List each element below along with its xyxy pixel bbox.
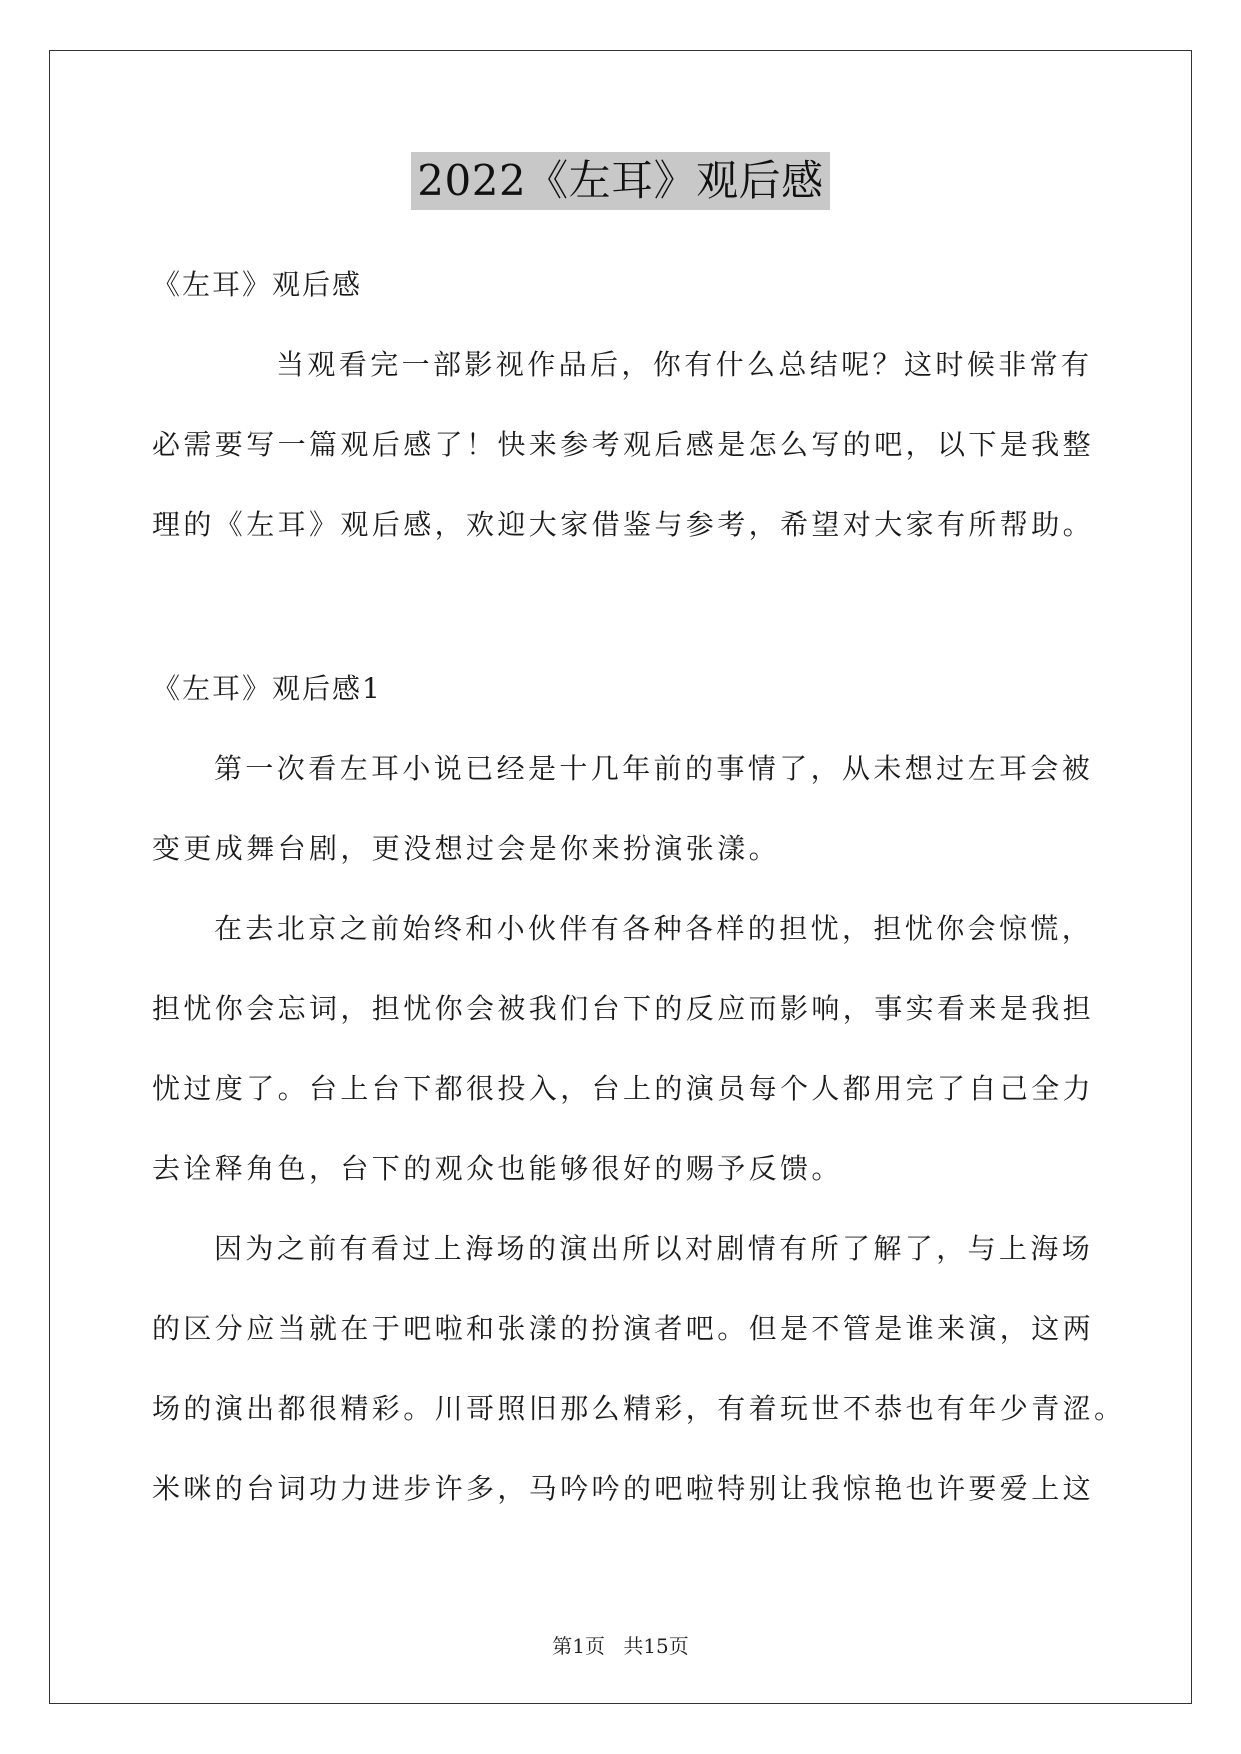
paragraph-gap: [152, 565, 1092, 649]
title-container: [0, 152, 1241, 210]
document-title: 2022《左耳》观后感: [411, 152, 829, 210]
paragraph-line: 场的演出都很精彩。川哥照旧那么精彩，有着玩世不恭也有年少青涩。: [152, 1392, 1126, 1425]
paragraph-line: 的区分应当就在于吧啦和张漾的扮演者吧。但是不管是谁来演，这两: [152, 1312, 1095, 1345]
paragraph-1: [152, 729, 1092, 889]
intro-line: 理的《左耳》观后感，欢迎大家借鉴与参考，希望对大家有所帮助。: [152, 508, 1095, 541]
paragraph-3: [152, 1209, 1126, 1529]
paragraph-line: 去诠释角色，台下的观众也能够很好的赐予反馈。: [152, 1152, 843, 1185]
intro-paragraph: [152, 325, 1095, 565]
page-total: 共15页: [623, 1634, 689, 1658]
paragraph-2: [152, 889, 1095, 1209]
paragraph-line: 变更成舞台剧，更没想过会是你来扮演张漾。: [152, 832, 781, 865]
subtitle: 《左耳》观后感: [152, 268, 363, 301]
page-number: 第1页: [552, 1634, 605, 1658]
paragraph-line: 在去北京之前始终和小伙伴有各种各样的担忧，担忧你会惊慌，: [214, 912, 1094, 945]
paragraph-line: 因为之前有看过上海场的演出所以对剧情有所了解了，与上海场: [214, 1232, 1094, 1265]
section-heading: 《左耳》观后感1: [152, 672, 382, 705]
paragraph-line: 忧过度了。台上台下都很投入，台上的演员每个人都用完了自己全力: [152, 1072, 1095, 1105]
intro-line: 必需要写一篇观后感了！快来参考观后感是怎么写的吧，以下是我整: [152, 428, 1095, 461]
paragraph-line: 第一次看左耳小说已经是十几年前的事情了，从未想过左耳会被: [214, 752, 1094, 785]
paragraph-line: 担忧你会忘词，担忧你会被我们台下的反应而影响，事实看来是我担: [152, 992, 1095, 1025]
paragraph-line: 米咪的台词功力进步许多，马吟吟的吧啦特别让我惊艳也许要爱上这: [152, 1472, 1095, 1505]
document-body: [152, 245, 1126, 1529]
page-footer: [0, 1630, 1241, 1659]
intro-line: 当观看完一部影视作品后，你有什么总结呢？这时候非常有: [276, 348, 1093, 381]
